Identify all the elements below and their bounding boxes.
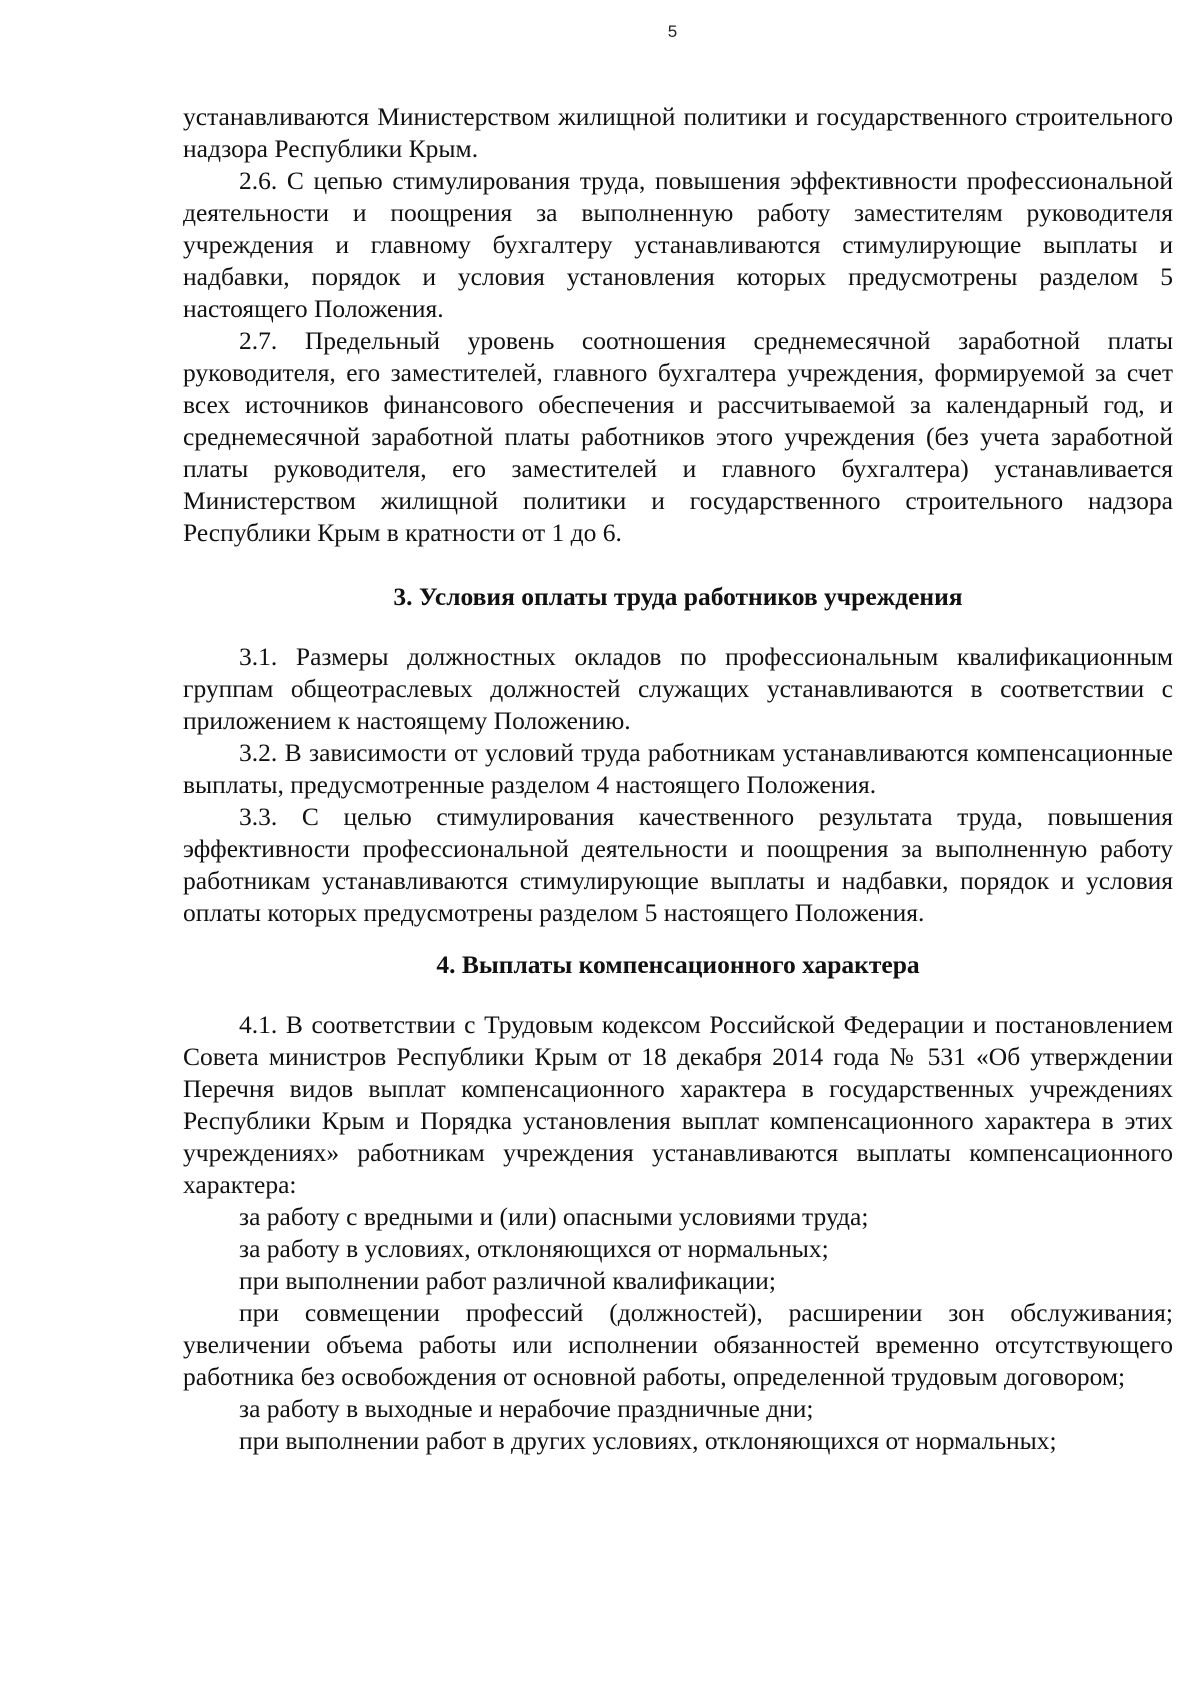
paragraph-continuation: устанавливаются Министерством жилищной политики и государственного строительного надзора Республики Крым. — [183, 102, 1173, 163]
paragraph-4-1: 4.1. В соответствии с Трудовым кодексом Российской Федерации и постановлением Совета министров Республики Крым от 18 декабря 2014 года № 531 «Об утверждении Перечня видов выплат компенсационного характера в государственных учреждениях Республики Крым и Порядка установления выплат компенсационного характера в этих учреждениях» работникам учреждения устанавливаются выплаты компенсационного характера: — [183, 1010, 1173, 1199]
list-item: при выполнении работ различной квалификации; — [239, 1266, 776, 1295]
section-4-heading: 4. Выплаты компенсационного характера — [436, 950, 920, 979]
spacer — [183, 613, 1173, 641]
list-item: при совмещении профессий (должностей), расширении зон обслуживания; увеличении объема работы или исполнении обязанностей временно отсутствующего работника без освобождения от основной работы, определенной трудовым договором; — [183, 1298, 1173, 1391]
document-body — [183, 101, 1173, 1457]
list-item: за работу с вредными и (или) опасными условиями труда; — [239, 1202, 869, 1231]
paragraph-3-3: 3.3. С целью стимулирования качественного результата труда, повышения эффективности профессиональной деятельности и поощрения за выполненную работу работникам устанавливаются стимулирующие выплаты и надбавки, порядок и условия оплаты которых предусмотрены разделом 5 настоящего Положения. — [183, 802, 1173, 927]
paragraph-3-1: 3.1. Размеры должностных окладов по профессиональным квалификационным группам общеотраслевых должностей служащих устанавливаются в соответствии с приложением к настоящему Положению. — [183, 642, 1173, 735]
spacer — [183, 549, 1173, 581]
spacer — [183, 981, 1173, 1009]
page-number: 5 — [667, 22, 678, 41]
list-item: за работу в условиях, отклоняющихся от нормальных; — [239, 1234, 829, 1263]
paragraph-2-7: 2.7. Предельный уровень соотношения среднемесячной заработной платы руководителя, его заместителей, главного бухгалтера учреждения, формируемой за счет всех источников финансового обеспечения и рассчитываемой за календарный год, и среднемесячной заработной платы работников этого учреждения (без учета заработной платы руководителя, его заместителей и главного бухгалтера) устанавливается Министерством жилищной политики и государственного строительного надзора Республики Крым в кратности от 1 до 6. — [183, 326, 1173, 547]
section-3-heading: 3. Условия оплаты труда работников учреждения — [393, 582, 963, 611]
paragraph-3-2: 3.2. В зависимости от условий труда работникам устанавливаются компенсационные выплаты, предусмотренные разделом 4 настоящего Положения. — [183, 738, 1173, 799]
spacer — [183, 929, 1173, 949]
list-item: при выполнении работ в других условиях, отклоняющихся от нормальных; — [239, 1426, 1057, 1455]
paragraph-2-6: 2.6. С цепью стимулирования труда, повышения эффективности профессиональной деятельности и поощрения за выполненную работу заместителям руководителя учреждения и главному бухгалтеру устанавливаются стимулирующие выплаты и надбавки, порядок и условия установления которых предусмотрены разделом 5 настоящего Положения. — [183, 166, 1173, 323]
list-item: за работу в выходные и нерабочие праздничные дни; — [239, 1394, 814, 1423]
